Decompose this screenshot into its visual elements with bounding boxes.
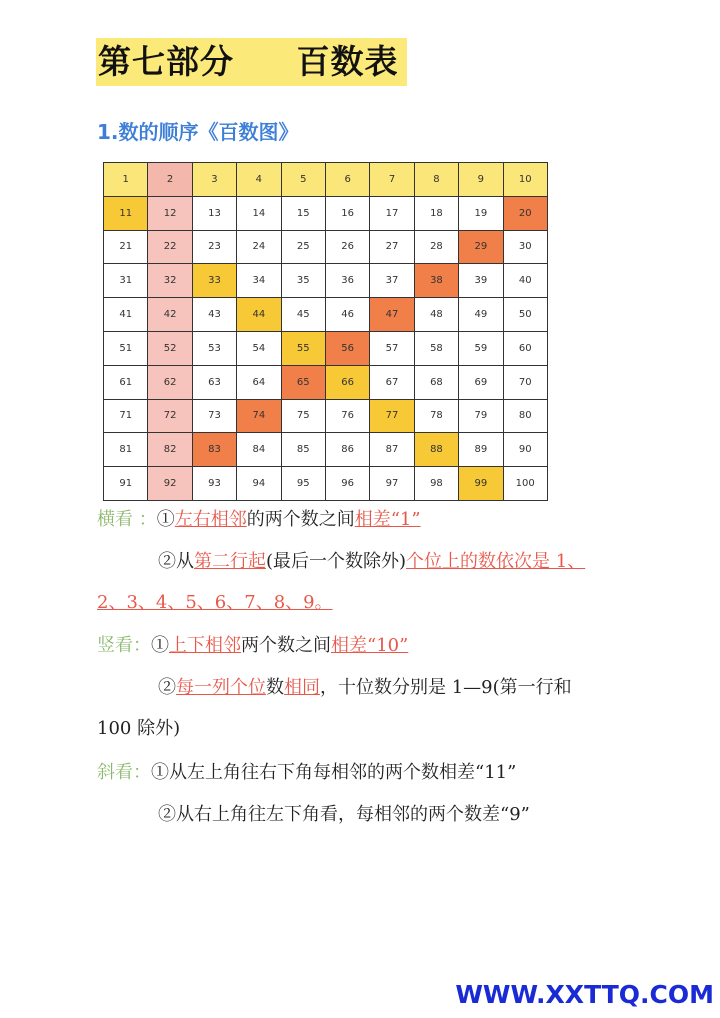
- table-row: [104, 365, 548, 399]
- grid-cell: 18: [414, 196, 458, 230]
- grid-cell: 64: [237, 365, 281, 399]
- grid-cell: 61: [104, 365, 148, 399]
- grid-cell: 17: [370, 196, 414, 230]
- grid-cell: 32: [148, 264, 192, 298]
- grid-cell: 37: [370, 264, 414, 298]
- highlight-phrase: 相同: [284, 677, 320, 698]
- grid-cell: 51: [104, 331, 148, 365]
- table-row: [104, 264, 548, 298]
- horizontal-note-3: [97, 590, 333, 616]
- note-text: 两个数之间: [241, 635, 331, 656]
- grid-cell: 76: [325, 399, 369, 433]
- grid-cell: 85: [281, 433, 325, 467]
- grid-cell: 1: [104, 163, 148, 197]
- vertical-label: 竖看：: [97, 635, 151, 656]
- grid-cell: 29: [459, 230, 503, 264]
- grid-cell: 49: [459, 298, 503, 332]
- grid-cell: 44: [237, 298, 281, 332]
- grid-cell: 74: [237, 399, 281, 433]
- horizontal-note-2: [158, 549, 585, 575]
- grid-cell: 34: [237, 264, 281, 298]
- highlight-phrase: 2、3、4、5、6、7、8、9。: [97, 592, 333, 613]
- grid-cell: 57: [370, 331, 414, 365]
- note-text: ②从右上角往左下角看，每相邻的两个数差“9”: [158, 804, 530, 825]
- grid-cell: 68: [414, 365, 458, 399]
- grid-cell: 26: [325, 230, 369, 264]
- grid-cell: 95: [281, 467, 325, 501]
- grid-cell: 9: [459, 163, 503, 197]
- grid-cell: 93: [192, 467, 236, 501]
- note-text: (最后一个数除外): [266, 551, 407, 572]
- grid-cell: 42: [148, 298, 192, 332]
- grid-cell: 60: [503, 331, 547, 365]
- grid-cell: 3: [192, 163, 236, 197]
- grid-cell: 97: [370, 467, 414, 501]
- grid-cell: 45: [281, 298, 325, 332]
- grid-cell: 43: [192, 298, 236, 332]
- vertical-note-1: [97, 633, 408, 659]
- highlight-phrase: 每一列个位: [176, 677, 266, 698]
- grid-cell: 35: [281, 264, 325, 298]
- grid-cell: 7: [370, 163, 414, 197]
- grid-cell: 90: [503, 433, 547, 467]
- vertical-note-3: [97, 716, 180, 742]
- grid-cell: 59: [459, 331, 503, 365]
- grid-cell: 30: [503, 230, 547, 264]
- table-row: [104, 399, 548, 433]
- grid-cell: 78: [414, 399, 458, 433]
- horizontal-note-1: [97, 507, 421, 533]
- table-row: [104, 163, 548, 197]
- grid-cell: 55: [281, 331, 325, 365]
- grid-cell: 36: [325, 264, 369, 298]
- grid-cell: 84: [237, 433, 281, 467]
- grid-cell: 54: [237, 331, 281, 365]
- grid-cell: 2: [148, 163, 192, 197]
- grid-cell: 67: [370, 365, 414, 399]
- grid-cell: 4: [237, 163, 281, 197]
- grid-cell: 24: [237, 230, 281, 264]
- grid-cell: 83: [192, 433, 236, 467]
- grid-cell: 88: [414, 433, 458, 467]
- grid-cell: 65: [281, 365, 325, 399]
- grid-cell: 46: [325, 298, 369, 332]
- grid-cell: 27: [370, 230, 414, 264]
- grid-cell: 19: [459, 196, 503, 230]
- note-text: ，十位数分别是 1—9(第一行和: [320, 677, 572, 698]
- grid-cell: 91: [104, 467, 148, 501]
- grid-cell: 12: [148, 196, 192, 230]
- grid-cell: 38: [414, 264, 458, 298]
- grid-cell: 21: [104, 230, 148, 264]
- grid-cell: 72: [148, 399, 192, 433]
- highlight-phrase: 相差“10”: [331, 635, 409, 656]
- grid-cell: 53: [192, 331, 236, 365]
- grid-cell: 14: [237, 196, 281, 230]
- note-marker: ②: [158, 677, 176, 698]
- grid-cell: 52: [148, 331, 192, 365]
- grid-cell: 48: [414, 298, 458, 332]
- diagonal-note-1: [97, 760, 516, 786]
- table-row: [104, 196, 548, 230]
- grid-cell: 70: [503, 365, 547, 399]
- grid-cell: 8: [414, 163, 458, 197]
- grid-cell: 41: [104, 298, 148, 332]
- grid-cell: 99: [459, 467, 503, 501]
- grid-cell: 87: [370, 433, 414, 467]
- section-heading: 1.数的顺序《百数图》: [97, 120, 299, 144]
- grid-cell: 94: [237, 467, 281, 501]
- grid-cell: 15: [281, 196, 325, 230]
- grid-cell: 86: [325, 433, 369, 467]
- grid-cell: 23: [192, 230, 236, 264]
- grid-cell: 56: [325, 331, 369, 365]
- grid-cell: 22: [148, 230, 192, 264]
- grid-cell: 20: [503, 196, 547, 230]
- table-row: [104, 230, 548, 264]
- grid-cell: 28: [414, 230, 458, 264]
- grid-cell: 62: [148, 365, 192, 399]
- grid-cell: 81: [104, 433, 148, 467]
- diagonal-label: 斜看：: [97, 762, 151, 783]
- grid-cell: 71: [104, 399, 148, 433]
- grid-cell: 47: [370, 298, 414, 332]
- grid-cell: 79: [459, 399, 503, 433]
- grid-cell: 39: [459, 264, 503, 298]
- grid-cell: 73: [192, 399, 236, 433]
- note-text: 的两个数之间: [246, 509, 355, 530]
- highlight-phrase: 上下相邻: [169, 635, 241, 656]
- grid-cell: 69: [459, 365, 503, 399]
- highlight-phrase: 相差“1”: [354, 509, 421, 530]
- grid-cell: 82: [148, 433, 192, 467]
- highlight-phrase: 个位上的数依次是 1、: [406, 551, 586, 572]
- highlight-phrase: 第二行起: [194, 551, 266, 572]
- grid-cell: 96: [325, 467, 369, 501]
- grid-cell: 89: [459, 433, 503, 467]
- website-watermark: WWW.XXTTQ.COM: [455, 980, 714, 1009]
- grid-cell: 25: [281, 230, 325, 264]
- table-row: [104, 467, 548, 501]
- grid-cell: 13: [192, 196, 236, 230]
- hundred-chart-table: [103, 162, 548, 501]
- grid-cell: 75: [281, 399, 325, 433]
- vertical-note-2: [158, 675, 572, 701]
- grid-cell: 33: [192, 264, 236, 298]
- grid-cell: 31: [104, 264, 148, 298]
- grid-cell: 77: [370, 399, 414, 433]
- note-marker: ①: [151, 635, 169, 656]
- note-text: 数: [266, 677, 284, 698]
- grid-cell: 16: [325, 196, 369, 230]
- table-row: [104, 433, 548, 467]
- table-row: [104, 298, 548, 332]
- grid-cell: 100: [503, 467, 547, 501]
- diagonal-note-2: [158, 802, 530, 828]
- grid-cell: 10: [503, 163, 547, 197]
- grid-cell: 66: [325, 365, 369, 399]
- grid-cell: 92: [148, 467, 192, 501]
- grid-cell: 50: [503, 298, 547, 332]
- note-text: ①从左上角往右下角每相邻的两个数相差“11”: [151, 762, 517, 783]
- note-text: 100 除外): [97, 718, 181, 739]
- page-title: 第七部分 百数表: [98, 42, 399, 81]
- table-row: [104, 331, 548, 365]
- highlight-phrase: 左右相邻: [174, 509, 247, 530]
- grid-cell: 63: [192, 365, 236, 399]
- note-marker: ①: [156, 509, 175, 530]
- horizontal-label: 横看 ：: [97, 509, 157, 530]
- grid-cell: 58: [414, 331, 458, 365]
- grid-cell: 6: [325, 163, 369, 197]
- grid-cell: 40: [503, 264, 547, 298]
- grid-cell: 80: [503, 399, 547, 433]
- note-text: ②从: [158, 551, 194, 572]
- grid-cell: 11: [104, 196, 148, 230]
- grid-cell: 98: [414, 467, 458, 501]
- grid-cell: 5: [281, 163, 325, 197]
